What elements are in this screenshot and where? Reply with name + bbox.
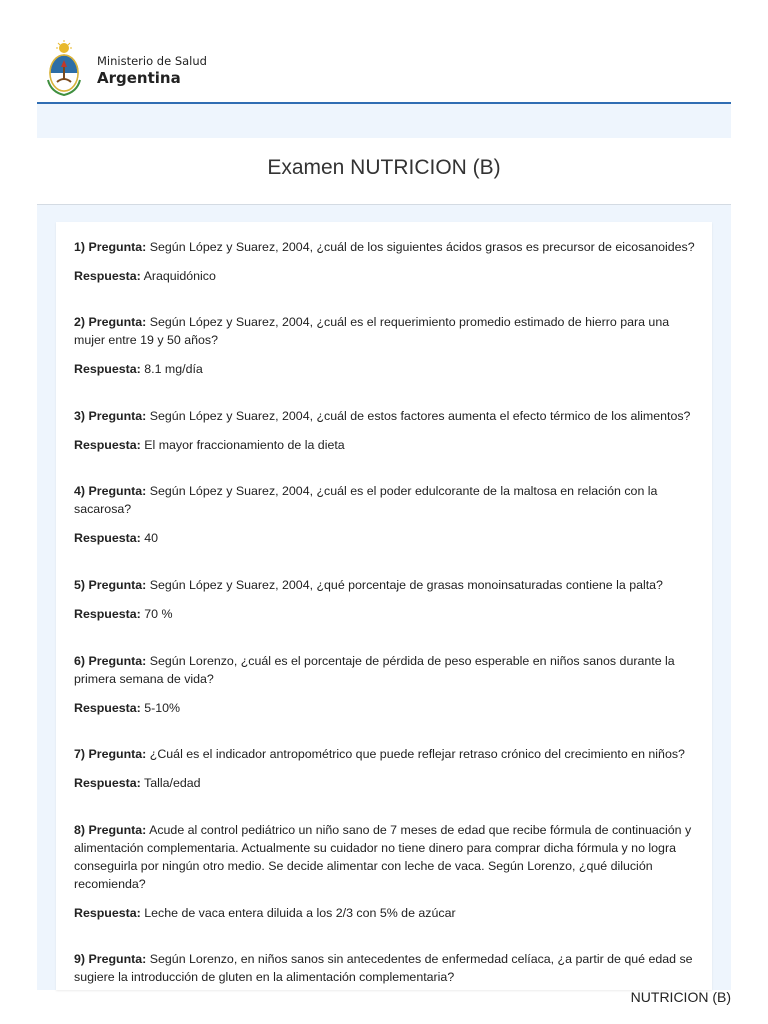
answer-text: El mayor fraccionamiento de la dieta — [144, 438, 345, 452]
answer — [74, 360, 699, 378]
question — [74, 576, 699, 594]
answer-text: Leche de vaca entera diluida a los 2/3 con 5% de azúcar — [144, 906, 456, 920]
qa-item-7 — [74, 745, 699, 792]
answer — [74, 699, 699, 717]
question — [74, 821, 699, 893]
answer — [74, 529, 699, 547]
title-box — [37, 138, 731, 205]
country-name: Argentina — [97, 69, 181, 87]
question-label: Pregunta: — [88, 654, 147, 668]
question-label: Pregunta: — [88, 484, 147, 498]
question-number: 2) — [74, 315, 86, 329]
answer-label: Respuesta: — [74, 438, 141, 452]
answer-label: Respuesta: — [74, 362, 141, 376]
question-label: Pregunta: — [88, 578, 147, 592]
question — [74, 238, 699, 256]
question-number: 6) — [74, 654, 86, 668]
answer-text: 70 % — [144, 607, 173, 621]
question-number: 4) — [74, 484, 86, 498]
answer-label: Respuesta: — [74, 607, 141, 621]
footer-label: NUTRICION (B) — [630, 989, 731, 1005]
answer-text: 5-10% — [144, 701, 181, 715]
question-label: Pregunta: — [88, 240, 147, 254]
question-text: Según Lorenzo, ¿cuál es el porcentaje de pérdida de peso esperable en niños sanos durante la primera semana de vida? — [74, 654, 675, 686]
qa-item-4 — [74, 482, 699, 547]
answer-text: 40 — [144, 531, 159, 545]
answer-text: Talla/edad — [144, 776, 201, 790]
question-label: Pregunta: — [88, 823, 147, 837]
question — [74, 950, 699, 986]
question-number: 9) — [74, 952, 86, 966]
answer-text: 8.1 mg/día — [144, 362, 203, 376]
qa-item-8 — [74, 821, 699, 922]
ministry-name: Ministerio de Salud — [97, 54, 207, 68]
exam-card — [56, 222, 712, 990]
question-number: 7) — [74, 747, 86, 761]
answer-label: Respuesta: — [74, 531, 141, 545]
question-label: Pregunta: — [88, 409, 147, 423]
answer — [74, 267, 699, 285]
question-text: Según López y Suarez, 2004, ¿qué porcentaje de grasas monoinsaturadas contiene la palta? — [149, 578, 663, 592]
answer — [74, 605, 699, 623]
question — [74, 482, 699, 518]
question-label: Pregunta: — [88, 747, 147, 761]
qa-item-2 — [74, 313, 699, 378]
question-text: Según Lorenzo, en niños sanos sin antecedentes de enfermedad celíaca, ¿a partir de qué edad se sugiere la introducción de gluten en la alimentación complementaria? — [74, 952, 693, 984]
coat-of-arms-logo — [47, 40, 81, 96]
question — [74, 745, 699, 763]
site-header — [37, 34, 731, 104]
question-text: ¿Cuál es el indicador antropométrico que puede reflejar retraso crónico del crecimiento en niños? — [149, 747, 685, 761]
question-text: Acude al control pediátrico un niño sano de 7 meses de edad que recibe fórmula de continuación y alimentación complementaria. Actualmente su cuidador no tiene dinero para comprar dicha fórmula y no logra conseguirla por ningún otro medio. Se decide alimentar con leche de vaca. Según Lorenzo, ¿qué dilución recomienda? — [74, 823, 692, 891]
question-number: 1) — [74, 240, 86, 254]
answer-label: Respuesta: — [74, 701, 141, 715]
qa-item-6 — [74, 652, 699, 717]
question-label: Pregunta: — [88, 315, 147, 329]
answer-label: Respuesta: — [74, 776, 141, 790]
answer — [74, 774, 699, 792]
answer-label: Respuesta: — [74, 906, 141, 920]
answer-text: Araquidónico — [143, 269, 216, 283]
question-number: 5) — [74, 578, 86, 592]
qa-item-3 — [74, 407, 699, 454]
answer-label: Respuesta: — [74, 269, 141, 283]
qa-item-1 — [74, 238, 699, 285]
question — [74, 313, 699, 349]
question-label: Pregunta: — [88, 952, 147, 966]
answer — [74, 436, 699, 454]
question-number: 3) — [74, 409, 86, 423]
qa-item-9 — [74, 950, 699, 986]
question-text: Según López y Suarez, 2004, ¿cuál de estos factores aumenta el efecto térmico de los alimentos? — [149, 409, 691, 423]
question — [74, 652, 699, 688]
question — [74, 407, 699, 425]
question-number: 8) — [74, 823, 86, 837]
page-title: Examen NUTRICION (B) — [267, 156, 501, 179]
question-text: Según López y Suarez, 2004, ¿cuál es el requerimiento promedio estimado de hierro para una mujer entre 19 y 50 años? — [74, 315, 670, 347]
qa-item-5 — [74, 576, 699, 623]
question-text: Según López y Suarez, 2004, ¿cuál de los siguientes ácidos grasos es precursor de eicosanoides? — [149, 240, 695, 254]
answer — [74, 904, 699, 922]
question-text: Según López y Suarez, 2004, ¿cuál es el poder edulcorante de la maltosa en relación con la sacarosa? — [74, 484, 658, 516]
